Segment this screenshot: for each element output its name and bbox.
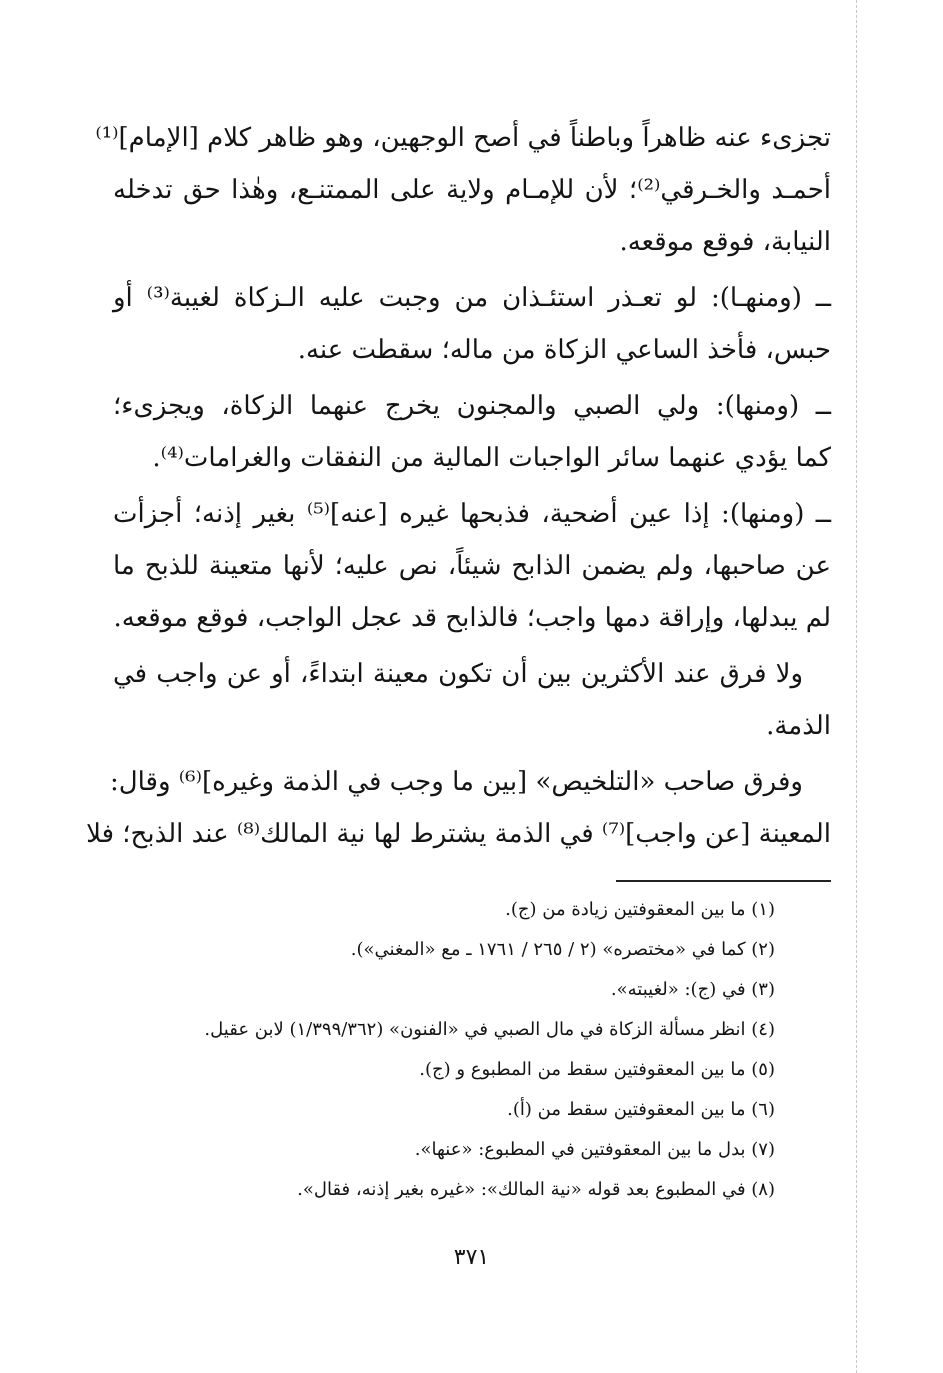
footnote: (٥) ما بين المعقوفتين سقط من المطبوع و (ج).: [419, 1059, 775, 1080]
footnote: (٨) في المطبوع بعد قوله «نية المالك»: «غيره بغير إذنه، فقال».: [297, 1179, 775, 1200]
text-line: الذمة.: [766, 711, 831, 741]
paragraph: [86, 756, 831, 860]
paragraph: [95, 112, 831, 268]
text-line: ــ (ومنهـا): لو تعـذر استئـذان من وجبت عليه الـزكاة لغيبة⁽³⁾ أو: [113, 283, 832, 313]
paragraph: [113, 648, 831, 752]
footnote: (٧) بدل ما بين المعقوفتين في المطبوع: «عنها».: [414, 1139, 775, 1160]
paragraph: [113, 380, 831, 484]
text-line: حبس، فأخذ الساعي الزكاة من ماله؛ سقطت عنه.: [297, 335, 831, 365]
text-line: كما يؤدي عنهما سائر الواجبات المالية من النفقات والغرامات⁽⁴⁾.: [152, 443, 831, 473]
footnote: (٣) في (ج): «لغيبته».: [610, 979, 775, 1000]
paragraph: [113, 272, 831, 376]
text-line: تجزىء عنه ظاهراً وباطناً في أصح الوجهين، وهو ظاهر كلام [الإمام]⁽¹⁾: [95, 123, 831, 153]
text-line: عن صاحبها، ولم يضمن الذابح شيئاً، نص عليه؛ لأنها متعينة للذبح ما: [113, 551, 831, 581]
footnote-divider: [616, 880, 831, 882]
paragraph: [113, 488, 831, 644]
footnote: (٢) كما في «مختصره» (٢ / ٢٦٥ / ١٧٦١ ـ مع «المغني»).: [350, 939, 775, 960]
page-number: ٣٧١: [453, 1245, 490, 1270]
footnote: (٤) انظر مسألة الزكاة في مال الصبي في «الفنون» (١/٣٩٩/٣٦٢) لابن عقيل.: [204, 1019, 775, 1040]
footnotes: [113, 890, 775, 1210]
main-text: [86, 112, 832, 860]
footnote: (١) ما بين المعقوفتين زيادة من (ج).: [505, 899, 775, 920]
text-line: ــ (ومنها): إذا عين أضحية، فذبحها غيره [عنه]⁽⁵⁾ بغير إذنه؛ أجزأت: [113, 499, 831, 529]
text-line: النيابة، فوقع موقعه.: [619, 227, 831, 257]
text-line: ولا فرق عند الأكثرين بين أن تكون معينة ابتداءً، أو عن واجب في: [113, 659, 803, 689]
text-line: المعينة [عن واجب]⁽⁷⁾ في الذمة يشترط لها نية المالك⁽⁸⁾ عند الذبح؛ فلا: [86, 819, 831, 849]
text-line: لم يبدلها، وإراقة دمها واجب؛ فالذابح قد عجل الواجب، فوقع موقعه.: [113, 603, 831, 633]
text-line: أحمـد والخـرقي⁽²⁾؛ لأن للإمـام ولاية على الممتنـع، وهٰذا حق تدخله: [113, 175, 831, 205]
footnote: (٦) ما بين المعقوفتين سقط من (أ).: [507, 1099, 775, 1120]
page-edge-line: [856, 0, 857, 1373]
text-line: وفرق صاحب «التلخيص» [بين ما وجب في الذمة وغيره]⁽⁶⁾ وقال:: [109, 767, 803, 797]
text-line: ــ (ومنها): ولي الصبي والمجنون يخرج عنهما الزكاة، ويجزىء؛: [113, 391, 831, 421]
